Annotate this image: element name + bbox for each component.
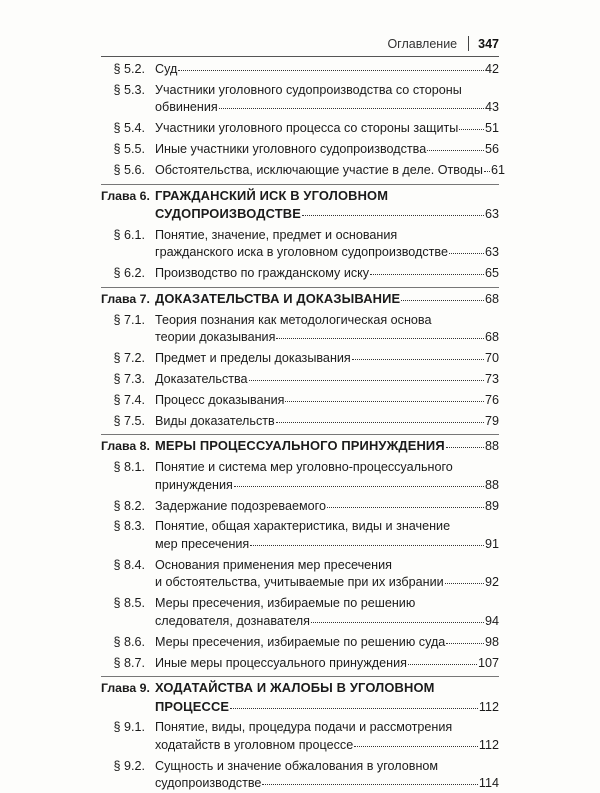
- running-head-title: Оглавление: [387, 36, 458, 51]
- entry-title-block: [155, 498, 499, 516]
- running-head-separator: [468, 36, 469, 51]
- chapter-title-text: МЕРЫ ПРОЦЕССУАЛЬНОГО ПРИНУЖДЕНИЯ: [155, 438, 445, 454]
- section-title-text: теории доказывания: [155, 330, 276, 345]
- page-reference: 89: [484, 498, 499, 513]
- section-title-text: Суд: [155, 62, 178, 76]
- entry-title-block: [155, 679, 499, 716]
- section-title-text: Меры пресечения, избираемые по решению суда: [155, 634, 446, 649]
- page-reference: 63: [484, 245, 499, 260]
- entry-title-block: [155, 634, 499, 652]
- page-reference: 63: [484, 207, 499, 222]
- dot-leader: [327, 506, 484, 508]
- entry-title-line: [155, 737, 499, 755]
- section-number: § 8.2.: [113, 498, 145, 513]
- toc-chapter-entry: [101, 187, 499, 224]
- section-title-text: следователя, дознавателя: [155, 613, 310, 628]
- entry-title-line: [155, 120, 499, 138]
- entry-title-line: [155, 536, 499, 554]
- entry-title-line: [155, 679, 499, 698]
- section-number: § 8.6.: [113, 634, 145, 649]
- dot-leader: [219, 107, 484, 109]
- entry-title-block: [155, 82, 499, 117]
- entry-title-block: [155, 61, 499, 79]
- entry-title-line: [155, 244, 499, 262]
- dot-leader: [370, 273, 484, 275]
- chapter-number: Глава 9.: [101, 681, 150, 696]
- page-reference: 112: [478, 699, 499, 714]
- dot-leader: [352, 358, 484, 360]
- section-title-text: судопроизводстве: [155, 776, 262, 791]
- entry-title-block: [155, 350, 499, 368]
- page-reference: 42: [484, 62, 499, 76]
- entry-title-line: [155, 498, 499, 516]
- toc-section-entry: [101, 371, 499, 389]
- toc-section-entry: [101, 312, 499, 347]
- page-reference: 79: [484, 413, 499, 428]
- entry-title-block: [155, 227, 499, 262]
- toc-section-entry: [101, 655, 499, 673]
- section-number: § 5.3.: [113, 82, 145, 97]
- toc-section-entry: [101, 634, 499, 652]
- dot-leader: [234, 485, 484, 487]
- entry-title-line: [155, 290, 499, 309]
- page-reference: 88: [484, 477, 499, 492]
- toc-section-entry: [101, 350, 499, 368]
- entry-title-line: [155, 392, 499, 410]
- page-reference: 65: [484, 266, 499, 281]
- section-title-text: Участники уголовного процесса со стороны защиты: [155, 121, 459, 136]
- dot-leader: [250, 544, 484, 546]
- section-title-text: принуждения: [155, 477, 233, 492]
- dot-leader: [178, 69, 484, 71]
- section-number: § 6.2.: [113, 266, 145, 281]
- section-number: § 6.1.: [113, 227, 145, 242]
- section-number: § 5.2.: [113, 62, 145, 76]
- entry-title-block: [155, 290, 499, 309]
- dot-leader: [446, 642, 484, 644]
- entry-title-block: [155, 437, 499, 456]
- entry-title-line: [155, 329, 499, 347]
- entry-title-line: [155, 719, 499, 737]
- section-title-text: Задержание подозреваемого: [155, 498, 326, 513]
- dot-leader: [230, 707, 478, 709]
- section-number: § 5.6.: [113, 163, 145, 178]
- page-reference: 51: [484, 121, 499, 136]
- entry-title-line: [155, 518, 499, 536]
- entry-title-line: [155, 99, 499, 117]
- toc-section-entry: [101, 758, 499, 793]
- section-number: § 7.1.: [113, 312, 145, 327]
- entry-title-block: [155, 557, 499, 592]
- toc-section-entry: [101, 459, 499, 494]
- chapter-divider-rule: [101, 184, 499, 185]
- page-reference: 70: [484, 351, 499, 366]
- chapter-title-text: ДОКАЗАТЕЛЬСТВА И ДОКАЗЫВАНИЕ: [155, 290, 401, 306]
- entry-title-block: [155, 758, 499, 793]
- section-title-text: Понятие, виды, процедура подачи и рассмотрения: [155, 720, 453, 735]
- dot-leader: [449, 252, 484, 254]
- section-title-text: Иные участники уголовного судопроизводства: [155, 142, 427, 157]
- dot-leader: [249, 379, 484, 381]
- entry-title-line: [155, 61, 499, 79]
- section-title-text: Основания применения мер пресечения: [155, 557, 392, 572]
- section-title-text: Участники уголовного судопроизводства со стороны: [155, 82, 462, 97]
- section-title-text: Производство по гражданскому иску: [155, 266, 370, 281]
- section-title-text: Обстоятельства, исключающие участие в деле. Отводы: [155, 163, 483, 178]
- section-title-text: и обстоятельства, учитываемые при их избрании: [155, 575, 444, 590]
- chapter-divider-rule: [101, 287, 499, 288]
- section-title-text: Понятие, общая характеристика, виды и значение: [155, 519, 451, 534]
- page-reference: 68: [484, 330, 499, 345]
- section-number: § 9.1.: [113, 720, 145, 735]
- section-number: § 8.7.: [113, 655, 145, 670]
- toc-section-entry: [101, 498, 499, 516]
- section-number: § 7.2.: [113, 351, 145, 366]
- chapter-divider-rule: [101, 676, 499, 677]
- entry-title-block: [155, 162, 505, 180]
- dot-leader: [302, 214, 484, 216]
- entry-title-line: [155, 205, 499, 224]
- toc-section-entry: [101, 61, 499, 79]
- dot-leader: [354, 745, 478, 747]
- page-reference: 114: [478, 776, 499, 791]
- entry-title-line: [155, 655, 499, 673]
- toc-section-entry: [101, 557, 499, 592]
- section-title-text: Меры пресечения, избираемые по решению: [155, 596, 416, 611]
- entry-title-line: [155, 187, 499, 206]
- section-number: § 7.3.: [113, 372, 145, 387]
- dot-leader: [262, 783, 478, 785]
- section-title-text: ходатайств в уголовном процессе: [155, 737, 354, 752]
- page-reference: 56: [484, 142, 499, 157]
- toc-section-entry: [101, 518, 499, 553]
- entry-title-line: [155, 371, 499, 389]
- entry-title-block: [155, 655, 499, 673]
- section-number: § 8.1.: [113, 460, 145, 475]
- entry-title-line: [155, 312, 499, 330]
- section-number: § 7.5.: [113, 413, 145, 428]
- section-number: § 8.3.: [113, 519, 145, 534]
- chapter-divider-rule: [101, 434, 499, 435]
- entry-title-line: [155, 413, 499, 431]
- entry-title-line: [155, 775, 499, 793]
- toc-section-entry: [101, 595, 499, 630]
- toc-chapter-entry: [101, 437, 499, 456]
- page-reference: 112: [478, 737, 499, 752]
- section-title-text: гражданского иска в уголовном судопроизводстве: [155, 245, 448, 260]
- section-title-text: Сущность и значение обжалования в уголовном: [155, 758, 439, 773]
- entry-title-line: [155, 477, 499, 495]
- entry-title-line: [155, 459, 499, 477]
- chapter-title-text: ГРАЖДАНСКИЙ ИСК В УГОЛОВНОМ: [155, 187, 389, 203]
- section-title-text: Доказательства: [155, 372, 248, 387]
- page-reference: 92: [484, 575, 499, 590]
- toc-section-entry: [101, 227, 499, 262]
- dot-leader: [459, 128, 484, 130]
- dot-leader: [445, 582, 484, 584]
- entry-title-block: [155, 265, 499, 283]
- chapter-number: Глава 7.: [101, 291, 150, 306]
- entry-title-line: [155, 758, 499, 776]
- toc-section-entry: [101, 265, 499, 283]
- entry-title-block: [155, 459, 499, 494]
- entry-title-line: [155, 557, 499, 575]
- entry-title-block: [155, 141, 499, 159]
- section-title-text: Процесс доказывания: [155, 392, 285, 407]
- entry-title-line: [155, 634, 499, 652]
- entry-title-block: [155, 187, 499, 224]
- toc-chapter-entry: [101, 290, 499, 309]
- toc-section-entry: [101, 82, 499, 117]
- page-reference: 73: [484, 372, 499, 387]
- dot-leader: [311, 621, 484, 623]
- page-reference: 61: [490, 163, 505, 178]
- entry-title-block: [155, 120, 499, 138]
- dot-leader: [446, 446, 484, 448]
- toc-section-entry: [101, 719, 499, 754]
- section-title-text: Иные меры процессуального принуждения: [155, 655, 407, 670]
- entry-title-block: [155, 392, 499, 410]
- dot-leader: [285, 400, 484, 402]
- dot-leader: [401, 299, 484, 301]
- section-number: § 5.4.: [113, 121, 145, 136]
- entry-title-line: [155, 141, 499, 159]
- running-head-page-number: 347: [478, 36, 499, 51]
- chapter-title-text: ПРОЦЕССЕ: [155, 698, 230, 714]
- section-title-text: Понятие, значение, предмет и основания: [155, 227, 398, 242]
- page-reference: 107: [477, 655, 499, 670]
- entry-title-block: [155, 312, 499, 347]
- dot-leader: [276, 337, 484, 339]
- section-number: § 5.5.: [113, 142, 145, 157]
- page-reference: 76: [484, 392, 499, 407]
- section-number: § 8.4.: [113, 557, 145, 572]
- section-title-text: Теория познания как методологическая основа: [155, 312, 432, 327]
- entry-title-line: [155, 162, 505, 180]
- toc-section-entry: [101, 392, 499, 410]
- chapter-number: Глава 6.: [101, 188, 150, 203]
- table-of-contents: [101, 59, 505, 793]
- entry-title-block: [155, 518, 499, 553]
- toc-section-entry: [101, 413, 499, 431]
- entry-title-block: [155, 595, 499, 630]
- entry-title-line: [155, 613, 499, 631]
- page-reference: 43: [484, 100, 499, 115]
- entry-title-block: [155, 371, 499, 389]
- section-title-text: Предмет и пределы доказывания: [155, 351, 351, 366]
- page-reference: 91: [484, 536, 499, 551]
- section-title-text: Понятие и система мер уголовно-процессуального: [155, 460, 453, 475]
- section-title-text: Виды доказательств: [155, 413, 275, 428]
- toc-section-entry: [101, 120, 499, 138]
- page-reference: 88: [484, 439, 499, 454]
- chapter-title-text: ХОДАТАЙСТВА И ЖАЛОБЫ В УГОЛОВНОМ: [155, 680, 435, 696]
- section-title-text: обвинения: [155, 100, 218, 115]
- page-reference: 94: [484, 613, 499, 628]
- page-reference: 68: [484, 291, 499, 306]
- entry-title-line: [155, 595, 499, 613]
- section-number: § 9.2.: [113, 758, 145, 773]
- chapter-title-text: СУДОПРОИЗВОДСТВЕ: [155, 206, 301, 222]
- chapter-number: Глава 8.: [101, 439, 150, 454]
- entry-title-block: [155, 413, 499, 431]
- entry-title-block: [155, 719, 499, 754]
- section-number: § 7.4.: [113, 392, 145, 407]
- entry-title-line: [155, 227, 499, 245]
- entry-title-line: [155, 698, 499, 717]
- page-reference: 98: [484, 634, 499, 649]
- running-head: [387, 36, 499, 51]
- section-number: § 8.5.: [113, 596, 145, 611]
- toc-section-entry: [101, 141, 499, 159]
- entry-title-line: [155, 437, 499, 456]
- entry-title-line: [155, 574, 499, 592]
- dot-leader: [427, 149, 484, 151]
- header-rule: [101, 56, 499, 57]
- toc-section-entry: [101, 162, 505, 180]
- dot-leader: [408, 663, 477, 665]
- entry-title-line: [155, 350, 499, 368]
- dot-leader: [484, 170, 490, 172]
- section-title-text: мер пресечения: [155, 536, 250, 551]
- dot-leader: [276, 421, 484, 423]
- entry-title-line: [155, 82, 499, 100]
- toc-chapter-entry: [101, 679, 499, 716]
- entry-title-line: [155, 265, 499, 283]
